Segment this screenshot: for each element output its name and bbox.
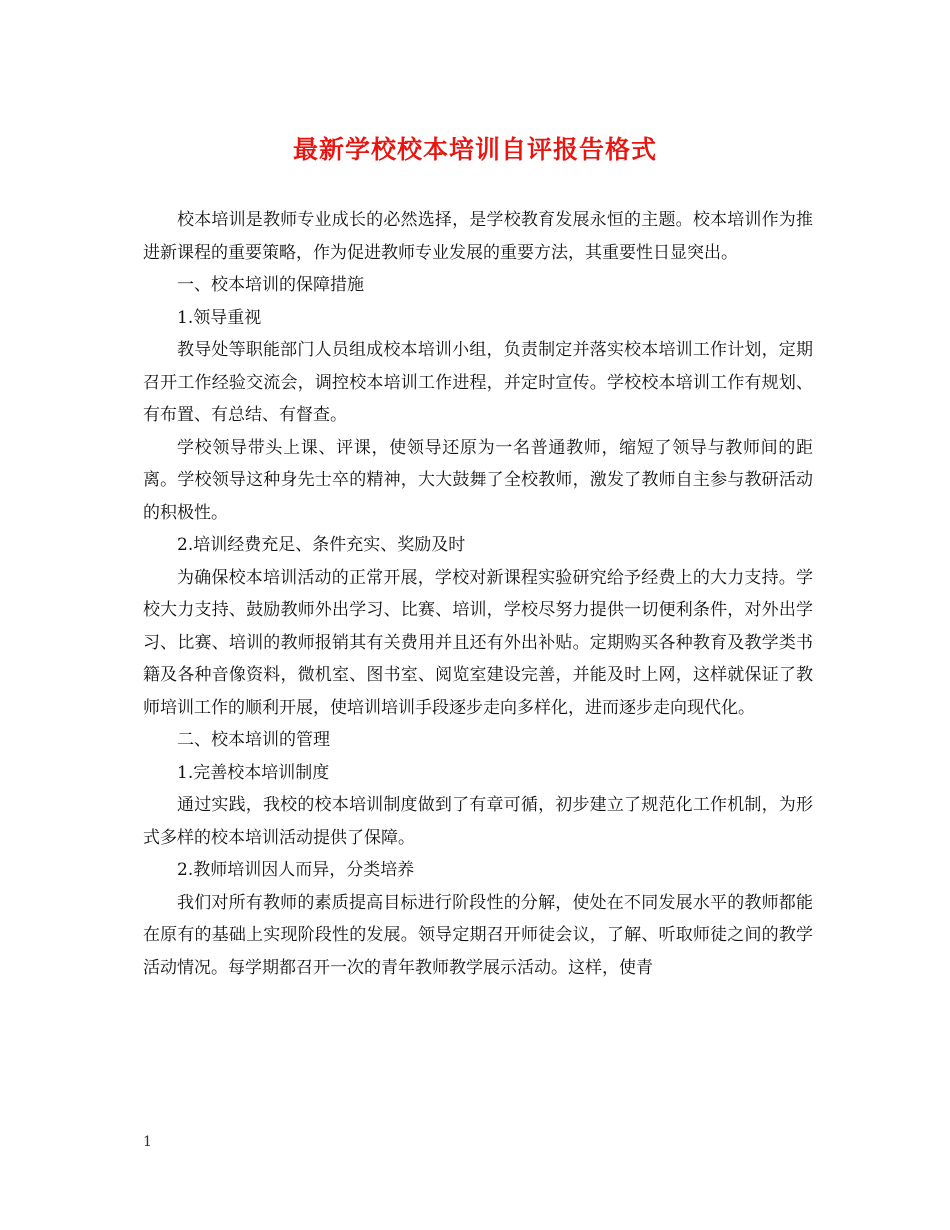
subsection-heading-2-2: 2.教师培训因人而异，分类培养: [177, 860, 415, 880]
paragraph-system: 通过实践，我校的校本培训制度做到了有章可循，初步建立了规范化工作机制，为形式多样的校本培训活动提供了保障。: [143, 795, 813, 848]
subsection-heading-1-2: 2.培训经费充足、条件充实、奖励及时: [177, 535, 466, 555]
subsection-heading-1-1: 1.领导重视: [177, 307, 262, 328]
section-heading-1: 一、校本培训的保障措施: [177, 275, 364, 295]
page-number: 1: [143, 1134, 152, 1150]
document-body: [143, 204, 813, 984]
subsection-heading-2-1: 1.完善校本培训制度: [177, 762, 330, 783]
paragraph-funding: 为确保校本培训活动的正常开展，学校对新课程实验研究给予经费上的大力支持。学校大力支持、鼓励教师外出学习、比赛、培训，学校尽努力提供一切便利条件，对外出学习、比赛、培训的教师报销其有关费用并且还有外出补贴。定期购买各种教育及教学类书籍及各种音像资料，微机室、图书室、阅览室建设完善，并能及时上网，这样就保证了教师培训工作的顺利开展，使培训培训手段逐步走向多样化，进而逐步走向现代化。: [143, 567, 813, 718]
document-title: 最新学校校本培训自评报告格式: [292, 135, 657, 164]
section-heading-2: 二、校本培训的管理: [177, 730, 330, 750]
paragraph-classified-training: 我们对所有教师的素质提高目标进行阶段性的分解，使处在不同发展水平的教师都能在原有的基础上实现阶段性的发展。领导定期召开师徒会议，了解、听取师徒之间的教学活动情况。每学期都召开一次的青年教师教学展示活动。这样，使青: [143, 892, 813, 978]
paragraph-intro: 校本培训是教师专业成长的必然选择，是学校教育发展永恒的主题。校本培训作为推进新课程的重要策略，作为促进教师专业发展的重要方法，其重要性日显突出。: [143, 210, 813, 263]
paragraph-leadership-2: 学校领导带头上课、评课，使领导还原为一名普通教师，缩短了领导与教师间的距离。学校领导这种身先士卒的精神，大大鼓舞了全校教师，激发了教师自主参与教研活动的积极性。: [143, 437, 813, 523]
paragraph-leadership-1: 教导处等职能部门人员组成校本培训小组，负责制定并落实校本培训工作计划，定期召开工作经验交流会，调控校本培训工作进程，并定时宣传。学校校本培训工作有规划、有布置、有总结、有督查。: [143, 340, 813, 425]
